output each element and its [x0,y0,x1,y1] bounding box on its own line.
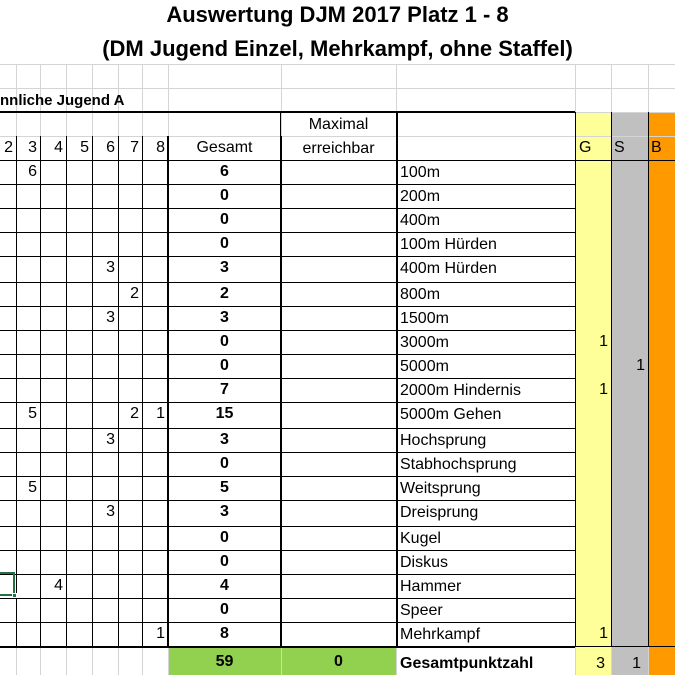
gesamt-cell: 15 [215,405,234,422]
place-8-cell: 1 [156,405,165,422]
gesamt-cell: 4 [220,577,229,594]
silver-column-fill [611,112,648,675]
header-place-4: 4 [54,139,63,156]
cell-border [575,646,675,647]
header-place-6: 6 [106,139,115,156]
gesamt-cell: 0 [220,357,229,374]
cell-border [0,330,575,331]
cell-border [648,112,649,647]
cell-border [0,184,575,185]
event-name-cell: 3000m [400,334,449,351]
total-label: Gesamtpunktzahl [400,655,534,672]
cell-border [0,208,575,209]
cell-border [0,354,575,355]
cell-border [397,112,398,647]
cell-border [575,160,675,161]
event-name-cell: 100m [400,164,441,181]
place-6-cell: 3 [106,503,115,520]
header-place-8: 8 [156,139,165,156]
place-6-cell: 3 [106,431,115,448]
cell-border [118,136,119,647]
event-name-cell: 1500m [400,310,449,327]
gesamt-cell: 7 [220,381,229,398]
gesamt-cell: 0 [220,187,229,204]
event-name-cell: Kugel [400,530,441,547]
cell-border [0,526,575,527]
gold-cell: 1 [599,381,608,398]
place-6-cell: 3 [106,309,115,326]
place-3-cell: 5 [28,479,37,496]
gesamt-cell: 0 [220,529,229,546]
place-3-cell: 6 [28,163,37,180]
event-name-cell: Diskus [400,554,449,571]
grid-hline [0,64,675,65]
cell-border [0,574,575,575]
total-silver: 1 [632,655,641,672]
cell-border [40,136,41,647]
event-name-cell: 200m [400,188,441,205]
section-label: nnliche Jugend A [0,92,125,109]
gesamt-cell: 3 [220,431,229,448]
event-name-cell: 5000m [400,358,449,375]
event-name-cell: 5000m Gehen [400,406,502,423]
event-name-cell: Speer [400,602,443,619]
header-place-7: 7 [130,139,139,156]
total-maximal: 0 [334,653,343,670]
event-name-cell: 100m Hürden [400,236,497,253]
cell-border [0,452,575,453]
gesamt-cell: 0 [220,235,229,252]
gold-cell: 1 [599,625,608,642]
cell-border [0,378,575,379]
gold-cell: 1 [599,333,608,350]
sheet-title-line2: (DM Jugend Einzel, Mehrkampf, ohne Staffel) [102,36,573,61]
cell-border [0,647,575,648]
gesamt-cell: 0 [220,601,229,618]
event-name-cell: Dreisprung [400,504,479,521]
header-place-2: 2 [4,139,13,156]
total-gold: 3 [596,655,605,672]
place-3-cell: 5 [28,405,37,422]
bronze-column-fill [648,112,675,675]
cell-border [0,428,575,429]
gesamt-cell: 3 [220,259,229,276]
header-bronze: B [651,139,662,156]
header-place-5: 5 [80,139,89,156]
sheet-title-line1: Auswertung DJM 2017 Platz 1 - 8 [166,2,509,27]
header-maximal: Maximal [308,116,369,133]
event-name-cell: Mehrkampf [400,626,481,643]
place-6-cell: 3 [106,259,115,276]
gesamt-cell: 0 [220,211,229,228]
fill-handle[interactable] [12,593,17,598]
header-silver: S [614,139,625,156]
event-name-cell: Stabhochsprung [400,456,517,473]
header-gold: G [579,139,592,156]
cell-border [611,112,612,647]
gesamt-cell: 0 [220,553,229,570]
cell-border [0,112,575,113]
cell-border [0,402,575,403]
gesamt-cell: 3 [220,503,229,520]
silver-cell: 1 [636,357,645,374]
header-gesamt: Gesamt [196,139,253,156]
event-name-cell: 400m Hürden [400,260,497,277]
cell-border [0,476,575,477]
place-8-cell: 1 [156,625,165,642]
header-place-3: 3 [28,139,37,156]
gesamt-cell: 0 [220,333,229,350]
cell-border [0,598,575,599]
cell-border [0,622,575,623]
grid-hline [0,136,675,137]
place-4-cell: 4 [54,577,63,594]
cell-border [0,232,575,233]
grid-hline [0,88,675,89]
cell-border [0,500,575,501]
cell-border [0,256,575,257]
cell-border [0,282,575,283]
cell-border [281,136,282,647]
event-name-cell: Weitsprung [400,480,481,497]
gesamt-cell: 0 [220,455,229,472]
cell-border [575,112,576,647]
cell-border [16,136,17,647]
cell-border [0,306,575,307]
event-name-cell: 2000m Hindernis [400,382,521,399]
event-name-cell: 800m [400,286,441,303]
gesamt-cell: 8 [220,625,229,642]
cell-border [92,136,93,647]
gesamt-cell: 5 [220,479,229,496]
place-7-cell: 2 [130,285,139,302]
event-name-cell: Hochsprung [400,432,487,449]
gesamt-cell: 3 [220,309,229,326]
place-7-cell: 2 [130,405,139,422]
gesamt-cell: 6 [220,163,229,180]
cell-border [0,160,575,161]
gesamt-cell: 2 [220,285,229,302]
event-name-cell: Hammer [400,578,462,595]
cell-border [0,550,575,551]
total-gesamt: 59 [215,653,234,670]
event-name-cell: 400m [400,212,441,229]
cell-border [66,136,67,647]
cell-border [142,136,143,647]
header-erreichbar: erreichbar [302,140,375,157]
